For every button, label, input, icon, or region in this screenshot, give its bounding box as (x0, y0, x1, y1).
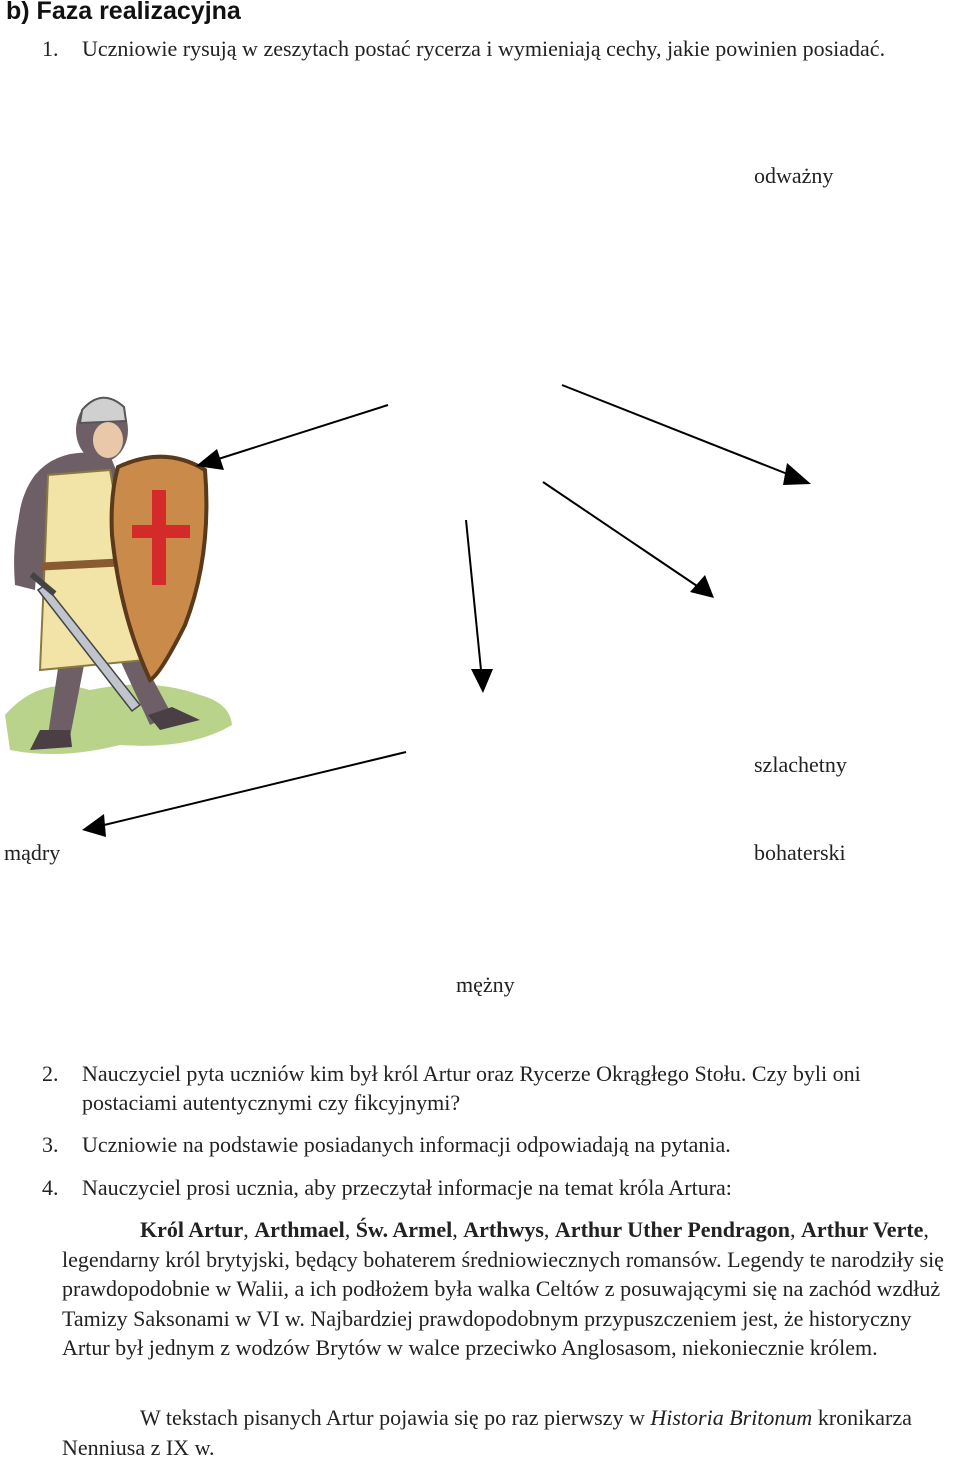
paragraph-text: W tekstach pisanych Artur pojawia się po raz pierwszy w (140, 1405, 651, 1430)
section-heading: b) Faza realizacyjna (6, 0, 241, 25)
step-number: 2. (42, 1061, 59, 1086)
historia-paragraph (62, 1403, 960, 1462)
step-4 (42, 1173, 942, 1202)
paragraph-text: kronikarza Nenniusa z IX w. (62, 1405, 912, 1460)
step-2 (42, 1059, 942, 1117)
separator: , (790, 1217, 801, 1242)
step-text: Nauczyciel pyta uczniów kim był król Artur oraz Rycerze Okrągłego Stołu. Czy byli oni postaciami autentycznymi czy fikcyjnymi? (82, 1061, 861, 1115)
arrow-icon (562, 385, 795, 477)
book-title: Historia Britonum (650, 1405, 813, 1430)
trait-madry: mądry (4, 840, 61, 865)
separator: , (452, 1217, 464, 1242)
trait-mezny: mężny (456, 972, 515, 997)
trait-szlachetny: szlachetny (754, 752, 847, 777)
step-text: Uczniowie rysują w zeszytach postać rycerza i wymieniają cechy, jakie powinien posiadać. (82, 36, 886, 61)
name-arthur-uther-pendragon: Arthur Uther Pendragon (554, 1217, 790, 1242)
name-sw-armel: Św. Armel (355, 1217, 453, 1242)
arrow-icon (100, 752, 406, 826)
separator: , (344, 1217, 356, 1242)
arrow-icon (212, 405, 388, 461)
step-text: Nauczyciel prosi ucznia, aby przeczytał informacje na temat króla Artura: (82, 1175, 732, 1200)
separator: , (243, 1217, 255, 1242)
name-arthmael: Arthmael (254, 1217, 345, 1242)
trait-odwazny: odważny (754, 163, 834, 188)
arrow-icon (466, 520, 482, 680)
arrow-icon (543, 482, 700, 588)
name-arthur-verte: Arthur Verte (801, 1217, 924, 1242)
step-number: 3. (42, 1132, 59, 1157)
step-number: 1. (42, 36, 59, 61)
step-text: Uczniowie na podstawie posiadanych informacji odpowiadają na pytania. (82, 1132, 731, 1157)
step-3 (42, 1130, 942, 1159)
artur-paragraph (62, 1215, 960, 1363)
separator: , (543, 1217, 555, 1242)
name-krol-artur: Król Artur (140, 1217, 244, 1242)
name-arthwys: Arthwys (463, 1217, 544, 1242)
trait-bohaterski: bohaterski (754, 840, 846, 865)
paragraph-text: , legendarny król brytyjski, będący bohaterem średniowiecznych romansów. Legendy te narodziły się prawdopodobnie w Walii, a ich podłożem była walka Celtów z posuwającymi się na zachód wzdłuż Tamizy Saksonami w VI w. Najbardziej prawdopodobnym przypuszczeniem jest, że historyczny Artur był jednym z wodzów Brytów w walce przeciwko Anglosasom, niekoniecznie królem. (62, 1217, 944, 1360)
step-number: 4. (42, 1175, 59, 1200)
